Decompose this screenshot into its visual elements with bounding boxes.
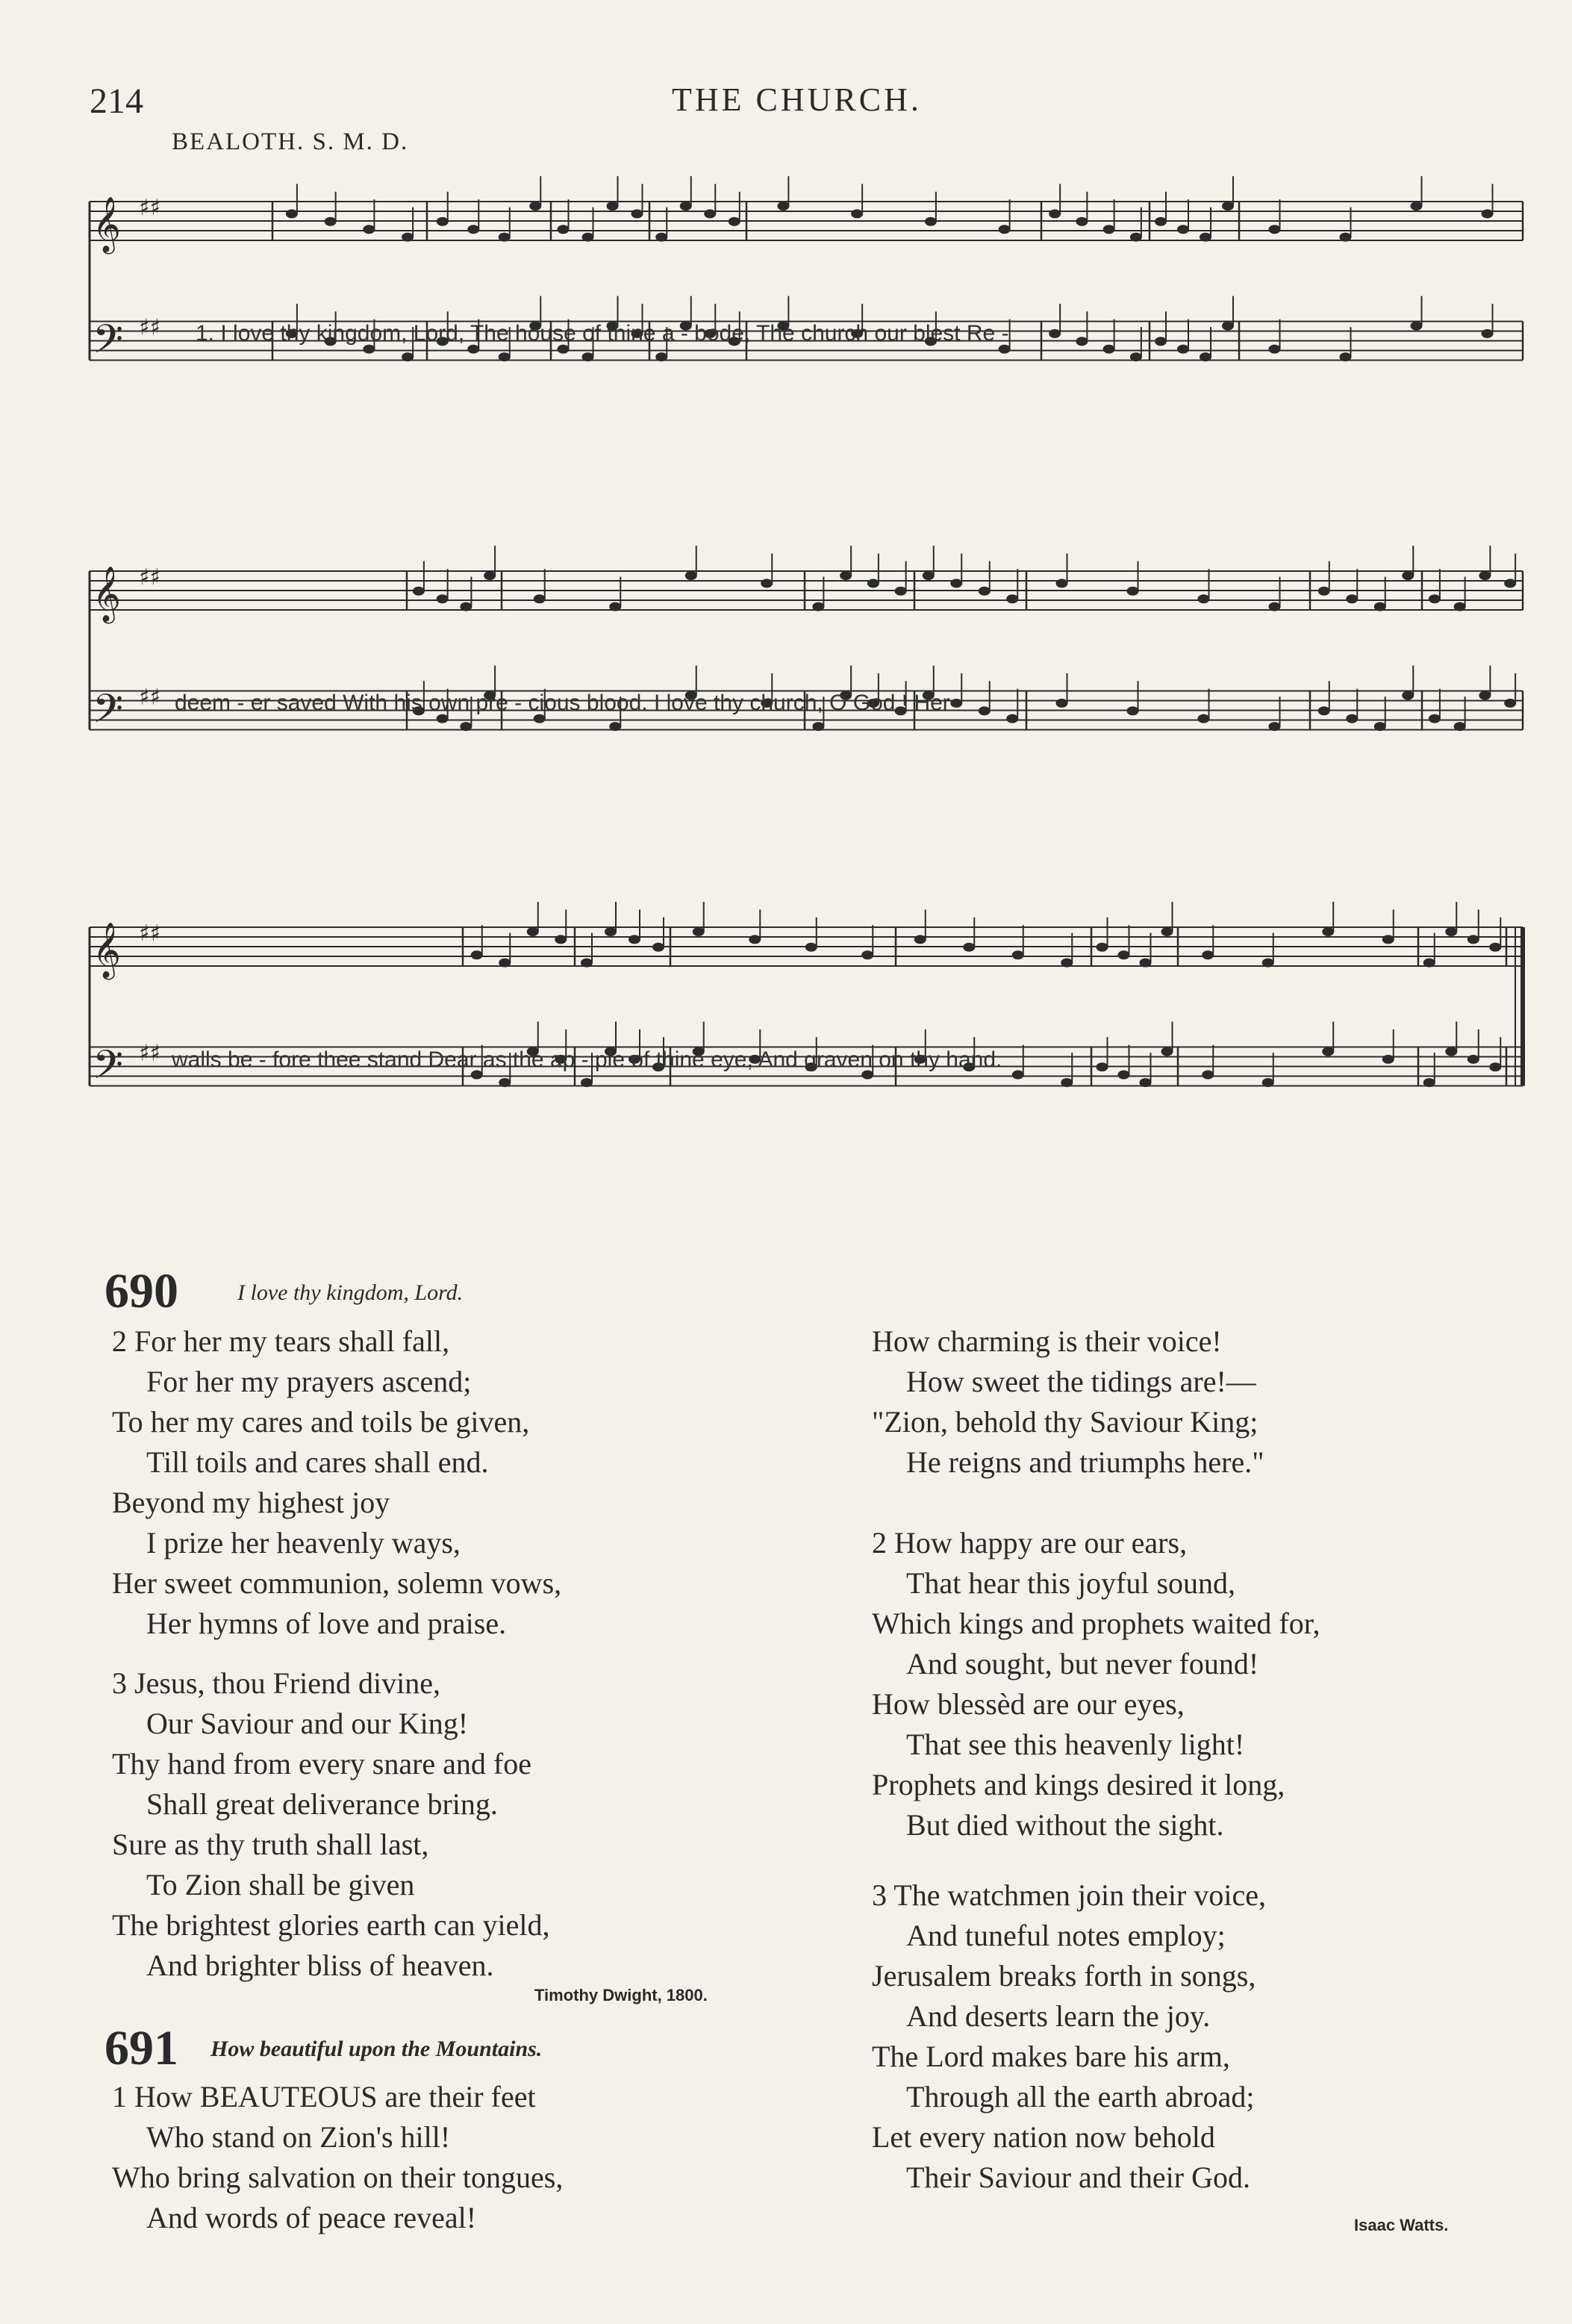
verse-line: Through all the earth abroad; bbox=[906, 2080, 1255, 2113]
note-head bbox=[629, 935, 640, 944]
hymn-691-verse-1-continued bbox=[872, 1321, 1264, 1483]
note-head bbox=[1202, 1071, 1214, 1080]
verse-line: Prophets and kings desired it long, bbox=[872, 1768, 1285, 1801]
verse-line: That see this heavenly light! bbox=[906, 1728, 1245, 1761]
note-head bbox=[1049, 329, 1061, 338]
clef-glyph: 𝄢 bbox=[93, 317, 124, 373]
note-head bbox=[363, 225, 375, 234]
tune-name: BEALOTH. S. M. D. bbox=[172, 128, 409, 155]
clef-glyph: 𝄢 bbox=[93, 686, 124, 742]
verse-line: 1 How BEAUTEOUS are their feet bbox=[112, 2080, 536, 2113]
note-head bbox=[437, 217, 449, 226]
note-head bbox=[963, 943, 975, 952]
note-head bbox=[1076, 337, 1088, 346]
note-head bbox=[1340, 233, 1352, 242]
note-head bbox=[325, 217, 337, 226]
hymn-691-title: How beautiful upon the Mountains. bbox=[210, 2037, 543, 2061]
note-head bbox=[950, 699, 962, 708]
note-head bbox=[1262, 959, 1274, 968]
note-head bbox=[1467, 1055, 1479, 1064]
note-head bbox=[812, 722, 824, 731]
note-head bbox=[1423, 959, 1435, 968]
note-head bbox=[1454, 602, 1466, 611]
verse-line: Jerusalem breaks forth in songs, bbox=[872, 1959, 1256, 1993]
note-head bbox=[1097, 943, 1108, 952]
note-head bbox=[1454, 722, 1466, 731]
note-head bbox=[1118, 1071, 1130, 1080]
note-head bbox=[867, 579, 879, 588]
note-head bbox=[685, 571, 697, 580]
note-head bbox=[655, 352, 667, 361]
verse-line: And sought, but never found! bbox=[906, 1647, 1259, 1680]
note-head bbox=[1269, 722, 1281, 731]
key-signature: ♯♯ bbox=[139, 564, 161, 591]
note-head bbox=[1012, 950, 1024, 959]
note-head bbox=[1198, 714, 1210, 723]
running-title: THE CHURCH. bbox=[672, 81, 922, 118]
verse-line: 3 The watchmen join their voice, bbox=[872, 1878, 1266, 1912]
verse-line: And tuneful notes employ; bbox=[906, 1919, 1226, 1952]
note-head bbox=[1130, 352, 1142, 361]
verse-line: "Zion, behold thy Saviour King; bbox=[872, 1405, 1258, 1439]
note-head bbox=[1322, 927, 1334, 936]
verse-line: How blessèd are our eyes, bbox=[872, 1687, 1185, 1721]
note-head bbox=[1161, 927, 1173, 936]
note-head bbox=[1177, 345, 1189, 354]
note-head bbox=[499, 1078, 511, 1087]
note-head bbox=[1423, 1078, 1435, 1087]
note-head bbox=[1155, 337, 1167, 346]
note-head bbox=[1118, 950, 1130, 959]
verse-line: Thy hand from every snare and foe bbox=[112, 1747, 531, 1781]
note-head bbox=[761, 579, 773, 588]
note-head bbox=[1346, 594, 1358, 603]
note-head bbox=[1262, 1078, 1274, 1087]
note-head bbox=[1479, 571, 1491, 580]
note-head bbox=[582, 352, 594, 361]
hymn-690-credit: Timothy Dwight, 1800. bbox=[534, 1986, 708, 2004]
clef-glyph: 𝄞 bbox=[93, 567, 121, 622]
verse-line: 3 Jesus, thou Friend divine, bbox=[112, 1666, 440, 1700]
note-head bbox=[1200, 352, 1211, 361]
note-head bbox=[460, 722, 472, 731]
note-head bbox=[812, 602, 824, 611]
verse-line: Which kings and prophets waited for, bbox=[872, 1607, 1320, 1640]
note-head bbox=[1374, 602, 1386, 611]
note-head bbox=[555, 935, 567, 944]
note-head bbox=[1061, 959, 1073, 968]
note-head bbox=[1479, 691, 1491, 700]
verse-line: For her my prayers ascend; bbox=[146, 1365, 472, 1398]
note-head bbox=[609, 602, 621, 611]
note-head bbox=[1318, 587, 1330, 596]
note-head bbox=[1429, 594, 1441, 603]
note-head bbox=[1402, 571, 1414, 580]
lyric-line-1: 1. I love thy kingdom, Lord, The house of thine a - bode, The church our blest Re - bbox=[196, 321, 1009, 346]
note-head bbox=[609, 722, 621, 731]
hymn-690-verse-3 bbox=[112, 1663, 549, 1986]
note-head bbox=[1012, 1071, 1024, 1080]
note-head bbox=[1177, 225, 1189, 234]
note-head bbox=[1006, 714, 1018, 723]
clef-glyph: 𝄞 bbox=[93, 923, 121, 978]
note-head bbox=[1504, 579, 1516, 588]
verse-line: Beyond my highest joy bbox=[112, 1486, 390, 1519]
note-head bbox=[1374, 722, 1386, 731]
note-head bbox=[1127, 706, 1139, 715]
verse-line: Till toils and cares shall end. bbox=[146, 1445, 489, 1479]
note-head bbox=[979, 706, 991, 715]
key-signature: ♯♯ bbox=[139, 920, 161, 947]
lyric-line-3: walls be - fore thee stand Dear as the ap - ple of thine eye, And graven on thy hand. bbox=[172, 1047, 1002, 1072]
verse-line: 2 How happy are our ears, bbox=[872, 1526, 1188, 1560]
note-head bbox=[1482, 329, 1494, 338]
hymn-691-verse-2 bbox=[872, 1523, 1320, 1845]
verse-line: And deserts learn the joy. bbox=[906, 1999, 1211, 2033]
note-head bbox=[1382, 1055, 1394, 1064]
note-head bbox=[529, 202, 541, 211]
note-head bbox=[1489, 1062, 1501, 1071]
key-signature: ♯♯ bbox=[139, 195, 161, 221]
note-head bbox=[729, 217, 740, 226]
note-head bbox=[1076, 217, 1088, 226]
note-head bbox=[914, 935, 926, 944]
verse-line: Their Saviour and their God. bbox=[906, 2161, 1250, 2194]
note-head bbox=[680, 202, 692, 211]
verse-line: To Zion shall be given bbox=[146, 1868, 415, 1901]
note-head bbox=[704, 209, 716, 218]
note-head bbox=[1445, 927, 1457, 936]
verse-line: The Lord makes bare his arm, bbox=[872, 2040, 1230, 2073]
verse-line: Sure as thy truth shall last, bbox=[112, 1828, 429, 1861]
note-head bbox=[1222, 321, 1234, 330]
note-head bbox=[1382, 935, 1394, 944]
note-head bbox=[1161, 1047, 1173, 1056]
key-signature: ♯♯ bbox=[139, 1040, 161, 1067]
verse-line: Our Saviour and our King! bbox=[146, 1707, 469, 1740]
note-head bbox=[527, 927, 539, 936]
note-head bbox=[1140, 959, 1152, 968]
verse-line: 2 For her my tears shall fall, bbox=[112, 1324, 450, 1358]
clef-glyph: 𝄞 bbox=[93, 197, 121, 252]
note-head bbox=[1340, 352, 1352, 361]
note-head bbox=[499, 959, 511, 968]
verse-line: Her hymns of love and praise. bbox=[146, 1607, 507, 1640]
note-head bbox=[1504, 699, 1516, 708]
hymn-691-credit: Isaac Watts. bbox=[1354, 2216, 1449, 2234]
verse-line: Who bring salvation on their tongues, bbox=[112, 2161, 564, 2194]
note-head bbox=[484, 571, 496, 580]
note-head bbox=[286, 209, 298, 218]
note-head bbox=[1130, 233, 1142, 242]
note-head bbox=[558, 225, 570, 234]
clef-glyph: 𝄢 bbox=[93, 1042, 124, 1098]
note-head bbox=[1411, 321, 1423, 330]
hymn-690-verse-2 bbox=[112, 1321, 561, 1644]
note-head bbox=[1056, 699, 1068, 708]
verse-line: Her sweet communion, solemn vows, bbox=[112, 1566, 562, 1600]
note-head bbox=[1103, 345, 1115, 354]
note-head bbox=[402, 352, 414, 361]
note-head bbox=[1222, 202, 1234, 211]
note-head bbox=[1482, 209, 1494, 218]
note-head bbox=[471, 950, 483, 959]
note-head bbox=[840, 571, 852, 580]
verse-line: How sweet the tidings are!— bbox=[906, 1365, 1256, 1398]
note-head bbox=[923, 571, 935, 580]
note-head bbox=[499, 352, 511, 361]
verse-line: Shall great deliverance bring. bbox=[146, 1787, 498, 1821]
verse-line: How charming is their voice! bbox=[872, 1324, 1222, 1358]
note-head bbox=[1061, 1078, 1073, 1087]
verse-line: And brighter bliss of heaven. bbox=[146, 1948, 494, 1982]
note-head bbox=[1489, 943, 1501, 952]
verse-line: I prize her heavenly ways, bbox=[146, 1526, 461, 1560]
note-head bbox=[777, 202, 789, 211]
note-head bbox=[413, 587, 425, 596]
note-head bbox=[652, 943, 664, 952]
note-head bbox=[895, 587, 907, 596]
note-head bbox=[581, 959, 593, 968]
note-head bbox=[499, 233, 511, 242]
verse-line: Let every nation now behold bbox=[872, 2120, 1215, 2154]
note-head bbox=[805, 943, 817, 952]
note-head bbox=[460, 602, 472, 611]
lyric-line-2: deem - er saved With his own pre - cious blood. I love thy church, O God ! Her bbox=[175, 691, 950, 715]
hymn-690-number: 690 bbox=[105, 1264, 178, 1318]
note-head bbox=[851, 209, 863, 218]
note-head bbox=[861, 950, 873, 959]
hymn-690-title: I love thy kingdom, Lord. bbox=[237, 1280, 464, 1305]
verse-line: To her my cares and toils be given, bbox=[112, 1405, 530, 1439]
note-head bbox=[1056, 579, 1068, 588]
verse-line: The brightest glories earth can yield, bbox=[112, 1908, 550, 1942]
note-head bbox=[1269, 602, 1281, 611]
key-signature: ♯♯ bbox=[139, 684, 161, 711]
note-head bbox=[1269, 345, 1281, 354]
note-head bbox=[1049, 209, 1061, 218]
page-number: 214 bbox=[90, 81, 143, 121]
note-head bbox=[1103, 225, 1115, 234]
note-head bbox=[1322, 1047, 1334, 1056]
note-head bbox=[1202, 950, 1214, 959]
note-head bbox=[631, 209, 643, 218]
note-head bbox=[582, 233, 594, 242]
hymn-691-verse-1 bbox=[112, 2077, 563, 2238]
note-head bbox=[1402, 691, 1414, 700]
note-head bbox=[925, 217, 937, 226]
note-head bbox=[1006, 594, 1018, 603]
note-head bbox=[950, 579, 962, 588]
note-head bbox=[1346, 714, 1358, 723]
note-head bbox=[655, 233, 667, 242]
note-head bbox=[693, 927, 705, 936]
note-head bbox=[605, 927, 617, 936]
note-head bbox=[1269, 225, 1281, 234]
note-head bbox=[607, 202, 619, 211]
hymn-691-verse-3 bbox=[872, 1875, 1266, 2198]
verse-line: That hear this joyful sound, bbox=[906, 1566, 1236, 1600]
note-head bbox=[1467, 935, 1479, 944]
note-head bbox=[1200, 233, 1211, 242]
note-head bbox=[999, 225, 1011, 234]
verse-line: Who stand on Zion's hill! bbox=[146, 2120, 451, 2154]
note-head bbox=[979, 587, 991, 596]
note-head bbox=[1198, 594, 1210, 603]
hymn-691-number: 691 bbox=[105, 2021, 178, 2075]
note-head bbox=[1097, 1062, 1108, 1071]
note-head bbox=[467, 225, 479, 234]
verse-line: And words of peace reveal! bbox=[146, 2201, 477, 2234]
note-head bbox=[1155, 217, 1167, 226]
note-head bbox=[1127, 587, 1139, 596]
note-head bbox=[1411, 202, 1423, 211]
verse-line: He reigns and triumphs here." bbox=[906, 1445, 1264, 1479]
note-head bbox=[1429, 714, 1441, 723]
key-signature: ♯♯ bbox=[139, 314, 161, 341]
note-head bbox=[581, 1078, 593, 1087]
verse-line: But died without the sight. bbox=[906, 1808, 1224, 1842]
note-head bbox=[1445, 1047, 1457, 1056]
note-head bbox=[534, 594, 546, 603]
note-head bbox=[402, 233, 414, 242]
note-head bbox=[749, 935, 761, 944]
note-head bbox=[437, 594, 449, 603]
note-head bbox=[1140, 1078, 1152, 1087]
note-head bbox=[1318, 706, 1330, 715]
